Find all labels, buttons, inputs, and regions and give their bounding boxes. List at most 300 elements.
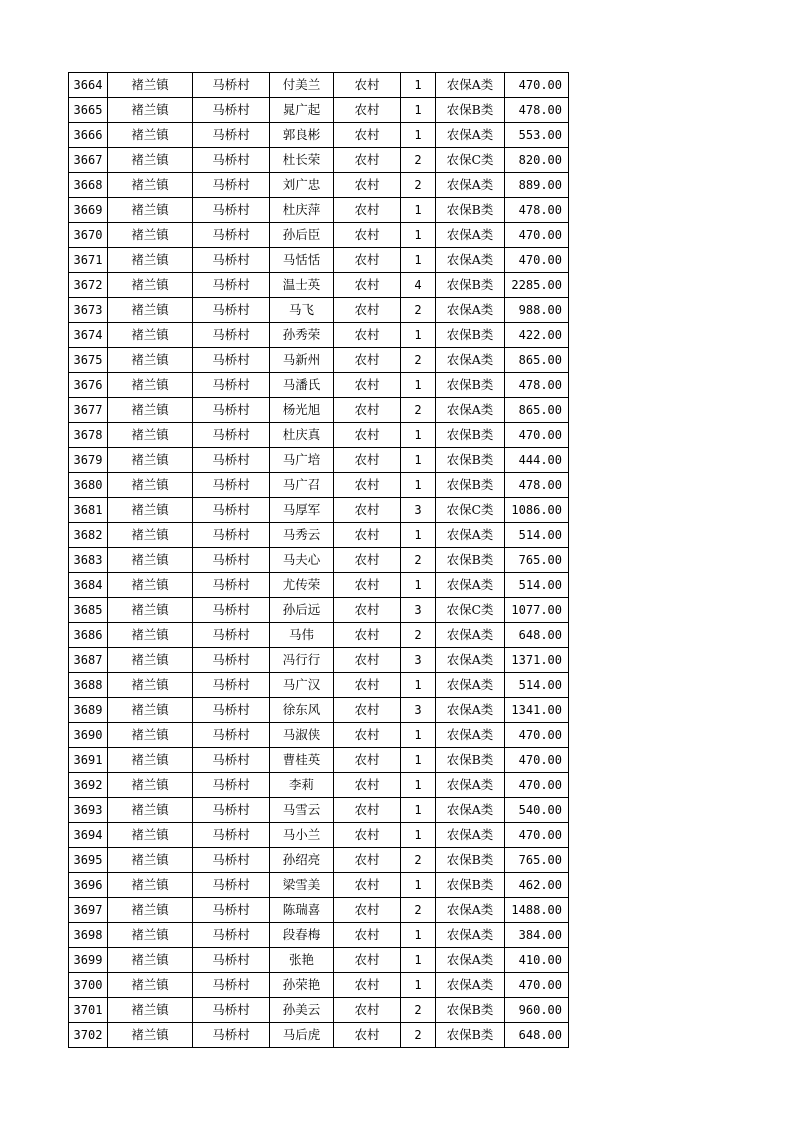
row-number: 3681 [69, 498, 108, 523]
member-count-cell: 1 [401, 198, 436, 223]
village-cell: 马桥村 [193, 173, 270, 198]
person-name-cell: 孙秀荣 [270, 323, 334, 348]
row-number: 3698 [69, 923, 108, 948]
member-count-cell: 2 [401, 548, 436, 573]
insurance-category-cell: 农保A类 [436, 923, 505, 948]
household-type-cell: 农村 [334, 123, 401, 148]
insurance-category-cell: 农保A类 [436, 648, 505, 673]
town-cell: 褚兰镇 [108, 823, 193, 848]
village-cell: 马桥村 [193, 498, 270, 523]
village-cell: 马桥村 [193, 823, 270, 848]
village-cell: 马桥村 [193, 323, 270, 348]
insurance-category-cell: 农保B类 [436, 273, 505, 298]
insurance-category-cell: 农保B类 [436, 548, 505, 573]
member-count-cell: 1 [401, 573, 436, 598]
town-cell: 褚兰镇 [108, 148, 193, 173]
row-number: 3667 [69, 148, 108, 173]
insurance-category-cell: 农保A类 [436, 948, 505, 973]
member-count-cell: 2 [401, 998, 436, 1023]
household-type-cell: 农村 [334, 998, 401, 1023]
member-count-cell: 1 [401, 923, 436, 948]
village-cell: 马桥村 [193, 873, 270, 898]
row-number: 3669 [69, 198, 108, 223]
insurance-category-cell: 农保A类 [436, 173, 505, 198]
member-count-cell: 2 [401, 623, 436, 648]
table-row [69, 573, 569, 598]
row-number: 3685 [69, 598, 108, 623]
amount-cell: 960.00 [505, 998, 569, 1023]
member-count-cell: 1 [401, 523, 436, 548]
town-cell: 褚兰镇 [108, 248, 193, 273]
person-name-cell: 曹桂英 [270, 748, 334, 773]
row-number: 3695 [69, 848, 108, 873]
household-type-cell: 农村 [334, 73, 401, 98]
person-name-cell: 晁广起 [270, 98, 334, 123]
town-cell: 褚兰镇 [108, 698, 193, 723]
household-type-cell: 农村 [334, 873, 401, 898]
row-number: 3680 [69, 473, 108, 498]
household-type-cell: 农村 [334, 173, 401, 198]
table-row [69, 248, 569, 273]
town-cell: 褚兰镇 [108, 898, 193, 923]
table-row [69, 923, 569, 948]
member-count-cell: 1 [401, 73, 436, 98]
village-cell: 马桥村 [193, 673, 270, 698]
table-row [69, 223, 569, 248]
town-cell: 褚兰镇 [108, 648, 193, 673]
person-name-cell: 马夫心 [270, 548, 334, 573]
town-cell: 褚兰镇 [108, 748, 193, 773]
village-cell: 马桥村 [193, 298, 270, 323]
amount-cell: 865.00 [505, 348, 569, 373]
amount-cell: 648.00 [505, 1023, 569, 1048]
person-name-cell: 孙后臣 [270, 223, 334, 248]
insurance-category-cell: 农保B类 [436, 873, 505, 898]
village-cell: 马桥村 [193, 698, 270, 723]
member-count-cell: 1 [401, 123, 436, 148]
person-name-cell: 陈瑞喜 [270, 898, 334, 923]
table-row [69, 673, 569, 698]
insurance-category-cell: 农保B类 [436, 98, 505, 123]
amount-cell: 470.00 [505, 223, 569, 248]
household-type-cell: 农村 [334, 848, 401, 873]
insurance-category-cell: 农保A类 [436, 223, 505, 248]
row-number: 3702 [69, 1023, 108, 1048]
village-cell: 马桥村 [193, 548, 270, 573]
amount-cell: 470.00 [505, 773, 569, 798]
village-cell: 马桥村 [193, 273, 270, 298]
row-number: 3664 [69, 73, 108, 98]
town-cell: 褚兰镇 [108, 123, 193, 148]
amount-cell: 470.00 [505, 723, 569, 748]
member-count-cell: 1 [401, 673, 436, 698]
town-cell: 褚兰镇 [108, 873, 193, 898]
household-type-cell: 农村 [334, 898, 401, 923]
row-number: 3689 [69, 698, 108, 723]
insurance-category-cell: 农保A类 [436, 298, 505, 323]
member-count-cell: 1 [401, 323, 436, 348]
person-name-cell: 马雪云 [270, 798, 334, 823]
table-row [69, 548, 569, 573]
row-number: 3666 [69, 123, 108, 148]
table-row [69, 848, 569, 873]
row-number: 3693 [69, 798, 108, 823]
household-type-cell: 农村 [334, 98, 401, 123]
table-row [69, 948, 569, 973]
person-name-cell: 孙美云 [270, 998, 334, 1023]
town-cell: 褚兰镇 [108, 848, 193, 873]
insurance-category-cell: 农保A类 [436, 398, 505, 423]
amount-cell: 889.00 [505, 173, 569, 198]
household-type-cell: 农村 [334, 598, 401, 623]
insurance-category-cell: 农保A类 [436, 773, 505, 798]
amount-cell: 1488.00 [505, 898, 569, 923]
table-row [69, 723, 569, 748]
table-row [69, 1023, 569, 1048]
household-type-cell: 农村 [334, 223, 401, 248]
insurance-category-cell: 农保A类 [436, 898, 505, 923]
person-name-cell: 马恬恬 [270, 248, 334, 273]
household-type-cell: 农村 [334, 473, 401, 498]
insurance-category-cell: 农保A类 [436, 673, 505, 698]
insurance-category-cell: 农保A类 [436, 573, 505, 598]
person-name-cell: 段春梅 [270, 923, 334, 948]
household-type-cell: 农村 [334, 548, 401, 573]
household-type-cell: 农村 [334, 423, 401, 448]
amount-cell: 384.00 [505, 923, 569, 948]
table-row [69, 123, 569, 148]
person-name-cell: 马秀云 [270, 523, 334, 548]
village-cell: 马桥村 [193, 648, 270, 673]
town-cell: 褚兰镇 [108, 398, 193, 423]
amount-cell: 462.00 [505, 873, 569, 898]
village-cell: 马桥村 [193, 848, 270, 873]
insurance-category-cell: 农保A类 [436, 798, 505, 823]
member-count-cell: 3 [401, 648, 436, 673]
amount-cell: 1371.00 [505, 648, 569, 673]
household-type-cell: 农村 [334, 298, 401, 323]
amount-cell: 422.00 [505, 323, 569, 348]
village-cell: 马桥村 [193, 348, 270, 373]
household-type-cell: 农村 [334, 248, 401, 273]
insurance-category-cell: 农保A类 [436, 823, 505, 848]
person-name-cell: 杜庆真 [270, 423, 334, 448]
amount-cell: 540.00 [505, 798, 569, 823]
member-count-cell: 2 [401, 848, 436, 873]
member-count-cell: 1 [401, 448, 436, 473]
village-cell: 马桥村 [193, 223, 270, 248]
member-count-cell: 1 [401, 373, 436, 398]
amount-cell: 1077.00 [505, 598, 569, 623]
amount-cell: 478.00 [505, 198, 569, 223]
household-type-cell: 农村 [334, 823, 401, 848]
row-number: 3697 [69, 898, 108, 923]
town-cell: 褚兰镇 [108, 623, 193, 648]
town-cell: 褚兰镇 [108, 598, 193, 623]
village-cell: 马桥村 [193, 73, 270, 98]
row-number: 3686 [69, 623, 108, 648]
amount-cell: 1341.00 [505, 698, 569, 723]
table-row [69, 373, 569, 398]
amount-cell: 1086.00 [505, 498, 569, 523]
person-name-cell: 郭良彬 [270, 123, 334, 148]
member-count-cell: 3 [401, 498, 436, 523]
village-cell: 马桥村 [193, 473, 270, 498]
row-number: 3672 [69, 273, 108, 298]
member-count-cell: 4 [401, 273, 436, 298]
town-cell: 褚兰镇 [108, 298, 193, 323]
person-name-cell: 马小兰 [270, 823, 334, 848]
town-cell: 褚兰镇 [108, 523, 193, 548]
roster-body [69, 73, 569, 1048]
insurance-category-cell: 农保B类 [436, 748, 505, 773]
table-row [69, 448, 569, 473]
insurance-category-cell: 农保A类 [436, 73, 505, 98]
household-type-cell: 农村 [334, 948, 401, 973]
village-cell: 马桥村 [193, 598, 270, 623]
household-type-cell: 农村 [334, 1023, 401, 1048]
person-name-cell: 马广召 [270, 473, 334, 498]
household-type-cell: 农村 [334, 673, 401, 698]
member-count-cell: 1 [401, 98, 436, 123]
town-cell: 褚兰镇 [108, 673, 193, 698]
household-type-cell: 农村 [334, 273, 401, 298]
row-number: 3692 [69, 773, 108, 798]
member-count-cell: 1 [401, 973, 436, 998]
town-cell: 褚兰镇 [108, 773, 193, 798]
person-name-cell: 温士英 [270, 273, 334, 298]
town-cell: 褚兰镇 [108, 73, 193, 98]
village-cell: 马桥村 [193, 973, 270, 998]
household-type-cell: 农村 [334, 748, 401, 773]
town-cell: 褚兰镇 [108, 973, 193, 998]
member-count-cell: 1 [401, 773, 436, 798]
village-cell: 马桥村 [193, 948, 270, 973]
person-name-cell: 孙荣艳 [270, 973, 334, 998]
row-number: 3687 [69, 648, 108, 673]
household-type-cell: 农村 [334, 698, 401, 723]
row-number: 3670 [69, 223, 108, 248]
table-row [69, 198, 569, 223]
person-name-cell: 李莉 [270, 773, 334, 798]
row-number: 3671 [69, 248, 108, 273]
member-count-cell: 3 [401, 698, 436, 723]
village-cell: 马桥村 [193, 723, 270, 748]
person-name-cell: 马淑侠 [270, 723, 334, 748]
amount-cell: 553.00 [505, 123, 569, 148]
table-row [69, 973, 569, 998]
member-count-cell: 2 [401, 398, 436, 423]
row-number: 3675 [69, 348, 108, 373]
household-type-cell: 农村 [334, 798, 401, 823]
row-number: 3691 [69, 748, 108, 773]
member-count-cell: 2 [401, 348, 436, 373]
town-cell: 褚兰镇 [108, 198, 193, 223]
table-row [69, 423, 569, 448]
village-cell: 马桥村 [193, 573, 270, 598]
table-row [69, 698, 569, 723]
household-type-cell: 农村 [334, 448, 401, 473]
insurance-category-cell: 农保A类 [436, 248, 505, 273]
person-name-cell: 孙绍亮 [270, 848, 334, 873]
town-cell: 褚兰镇 [108, 173, 193, 198]
town-cell: 褚兰镇 [108, 498, 193, 523]
amount-cell: 648.00 [505, 623, 569, 648]
insurance-category-cell: 农保B类 [436, 373, 505, 398]
village-cell: 马桥村 [193, 398, 270, 423]
amount-cell: 765.00 [505, 548, 569, 573]
member-count-cell: 1 [401, 223, 436, 248]
member-count-cell: 1 [401, 423, 436, 448]
village-cell: 马桥村 [193, 98, 270, 123]
amount-cell: 514.00 [505, 573, 569, 598]
amount-cell: 765.00 [505, 848, 569, 873]
table-row [69, 748, 569, 773]
roster-table [68, 72, 569, 1048]
insurance-category-cell: 农保C类 [436, 148, 505, 173]
village-cell: 马桥村 [193, 798, 270, 823]
village-cell: 马桥村 [193, 1023, 270, 1048]
table-row [69, 323, 569, 348]
household-type-cell: 农村 [334, 623, 401, 648]
insurance-category-cell: 农保B类 [436, 848, 505, 873]
row-number: 3673 [69, 298, 108, 323]
village-cell: 马桥村 [193, 923, 270, 948]
member-count-cell: 2 [401, 898, 436, 923]
town-cell: 褚兰镇 [108, 273, 193, 298]
amount-cell: 470.00 [505, 423, 569, 448]
table-row [69, 623, 569, 648]
insurance-category-cell: 农保C类 [436, 498, 505, 523]
person-name-cell: 冯行行 [270, 648, 334, 673]
village-cell: 马桥村 [193, 523, 270, 548]
town-cell: 褚兰镇 [108, 573, 193, 598]
member-count-cell: 1 [401, 823, 436, 848]
row-number: 3668 [69, 173, 108, 198]
row-number: 3688 [69, 673, 108, 698]
town-cell: 褚兰镇 [108, 998, 193, 1023]
person-name-cell: 马广培 [270, 448, 334, 473]
amount-cell: 820.00 [505, 148, 569, 173]
insurance-category-cell: 农保B类 [436, 323, 505, 348]
household-type-cell: 农村 [334, 498, 401, 523]
household-type-cell: 农村 [334, 148, 401, 173]
row-number: 3684 [69, 573, 108, 598]
person-name-cell: 杨光旭 [270, 398, 334, 423]
member-count-cell: 1 [401, 473, 436, 498]
table-row [69, 648, 569, 673]
row-number: 3699 [69, 948, 108, 973]
insurance-category-cell: 农保B类 [436, 998, 505, 1023]
row-number: 3674 [69, 323, 108, 348]
person-name-cell: 张艳 [270, 948, 334, 973]
household-type-cell: 农村 [334, 398, 401, 423]
table-row [69, 823, 569, 848]
member-count-cell: 2 [401, 1023, 436, 1048]
table-row [69, 598, 569, 623]
household-type-cell: 农村 [334, 973, 401, 998]
person-name-cell: 尤传荣 [270, 573, 334, 598]
town-cell: 褚兰镇 [108, 948, 193, 973]
row-number: 3683 [69, 548, 108, 573]
row-number: 3678 [69, 423, 108, 448]
village-cell: 马桥村 [193, 248, 270, 273]
table-row [69, 398, 569, 423]
village-cell: 马桥村 [193, 773, 270, 798]
person-name-cell: 马后虎 [270, 1023, 334, 1048]
member-count-cell: 1 [401, 873, 436, 898]
household-type-cell: 农村 [334, 373, 401, 398]
table-row [69, 873, 569, 898]
person-name-cell: 马厚军 [270, 498, 334, 523]
row-number: 3696 [69, 873, 108, 898]
row-number: 3682 [69, 523, 108, 548]
household-type-cell: 农村 [334, 348, 401, 373]
table-row [69, 798, 569, 823]
insurance-category-cell: 农保A类 [436, 973, 505, 998]
row-number: 3676 [69, 373, 108, 398]
amount-cell: 444.00 [505, 448, 569, 473]
row-number: 3679 [69, 448, 108, 473]
village-cell: 马桥村 [193, 148, 270, 173]
town-cell: 褚兰镇 [108, 448, 193, 473]
row-number: 3694 [69, 823, 108, 848]
amount-cell: 478.00 [505, 373, 569, 398]
table-row [69, 498, 569, 523]
person-name-cell: 徐东风 [270, 698, 334, 723]
town-cell: 褚兰镇 [108, 923, 193, 948]
member-count-cell: 1 [401, 248, 436, 273]
person-name-cell: 杜长荣 [270, 148, 334, 173]
table-row [69, 98, 569, 123]
row-number: 3665 [69, 98, 108, 123]
town-cell: 褚兰镇 [108, 798, 193, 823]
table-row [69, 73, 569, 98]
insurance-category-cell: 农保B类 [436, 198, 505, 223]
person-name-cell: 孙后远 [270, 598, 334, 623]
household-type-cell: 农村 [334, 573, 401, 598]
person-name-cell: 马伟 [270, 623, 334, 648]
amount-cell: 470.00 [505, 248, 569, 273]
table-row [69, 173, 569, 198]
town-cell: 褚兰镇 [108, 348, 193, 373]
row-number: 3701 [69, 998, 108, 1023]
table-row [69, 523, 569, 548]
amount-cell: 470.00 [505, 73, 569, 98]
insurance-category-cell: 农保B类 [436, 423, 505, 448]
table-row [69, 773, 569, 798]
household-type-cell: 农村 [334, 648, 401, 673]
household-type-cell: 农村 [334, 773, 401, 798]
person-name-cell: 马飞 [270, 298, 334, 323]
row-number: 3677 [69, 398, 108, 423]
household-type-cell: 农村 [334, 723, 401, 748]
household-type-cell: 农村 [334, 198, 401, 223]
insurance-category-cell: 农保A类 [436, 523, 505, 548]
table-row [69, 148, 569, 173]
town-cell: 褚兰镇 [108, 1023, 193, 1048]
row-number: 3700 [69, 973, 108, 998]
person-name-cell: 梁雪美 [270, 873, 334, 898]
amount-cell: 478.00 [505, 98, 569, 123]
village-cell: 马桥村 [193, 898, 270, 923]
member-count-cell: 3 [401, 598, 436, 623]
amount-cell: 410.00 [505, 948, 569, 973]
member-count-cell: 1 [401, 948, 436, 973]
household-type-cell: 农村 [334, 923, 401, 948]
member-count-cell: 2 [401, 298, 436, 323]
person-name-cell: 马广汉 [270, 673, 334, 698]
